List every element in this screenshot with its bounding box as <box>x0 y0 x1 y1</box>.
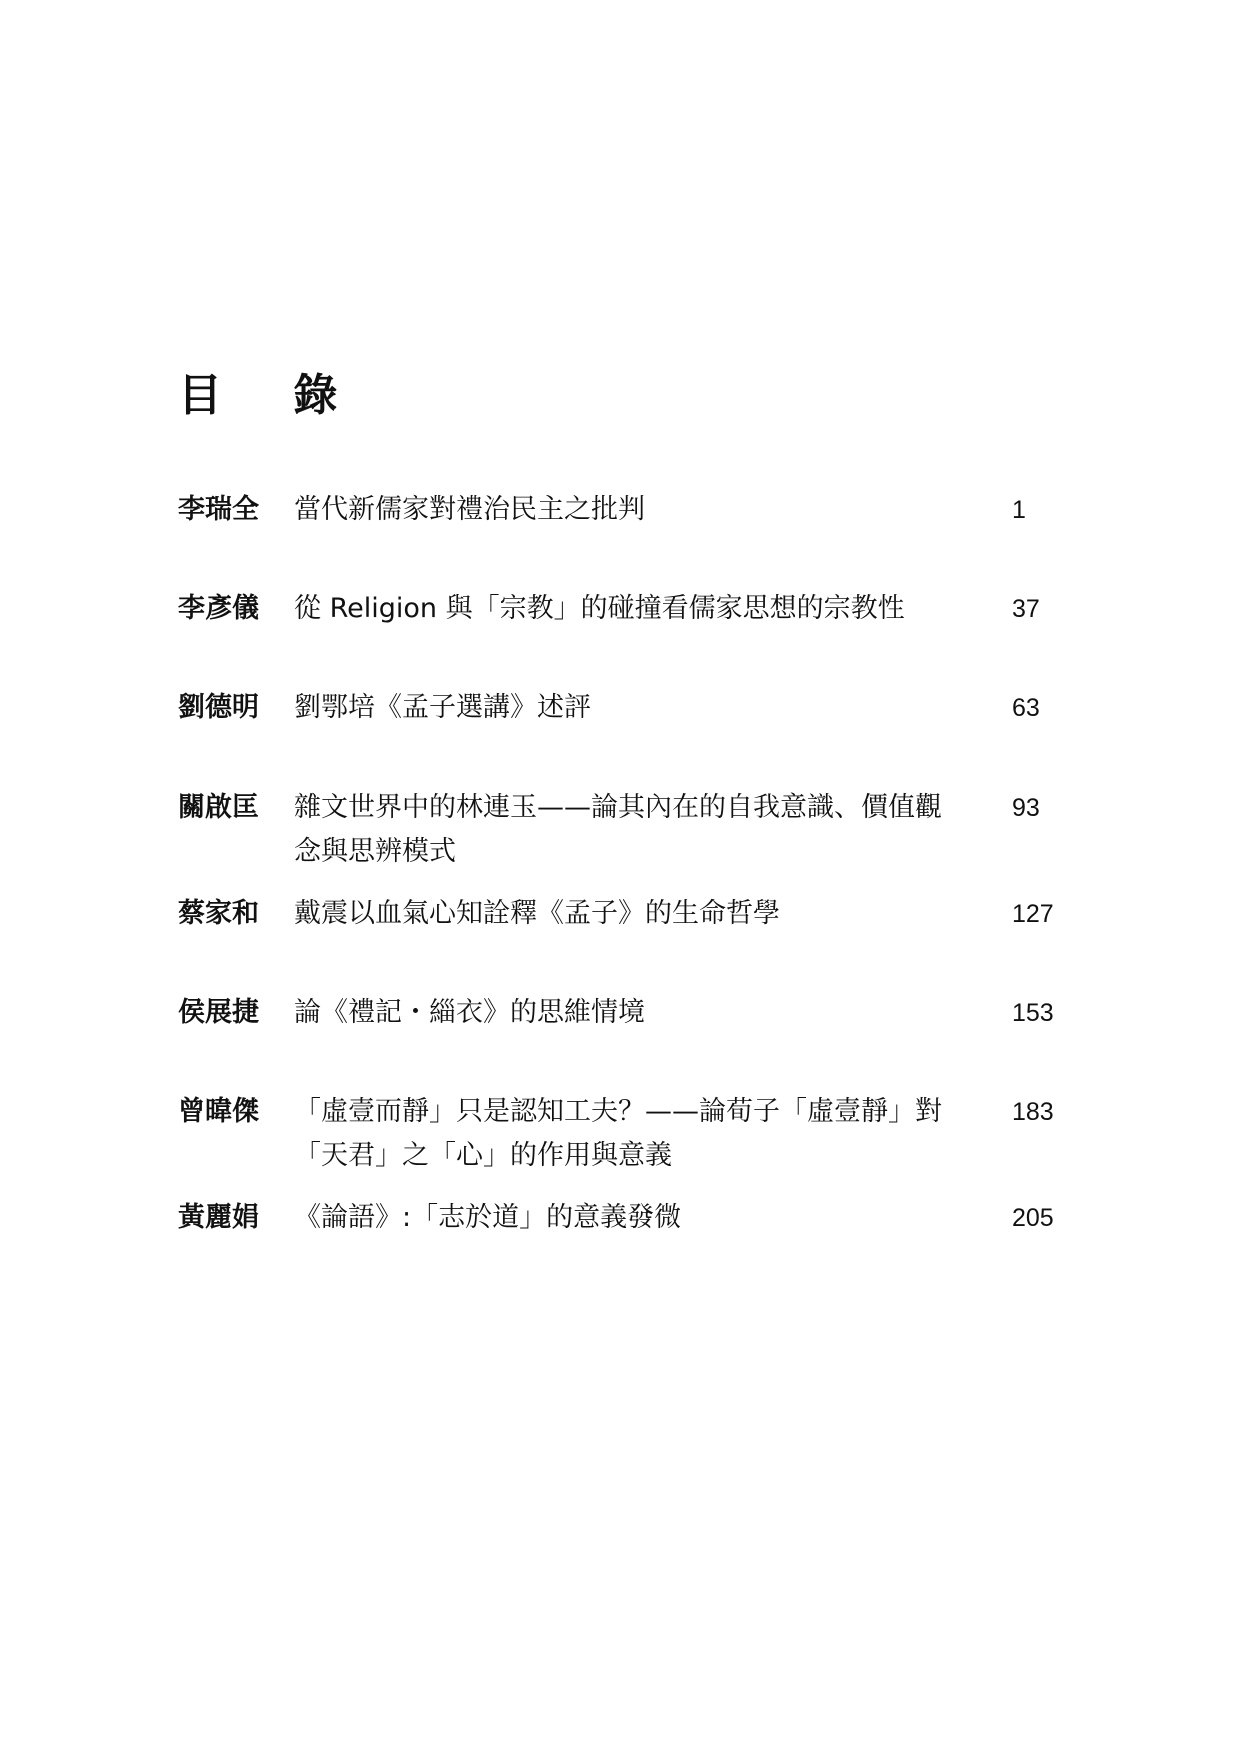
toc-entry <box>178 1090 1078 1190</box>
toc-title-line: 劉鄂培《孟子選講》述評 <box>294 692 591 723</box>
toc-entry <box>178 488 1078 588</box>
toc-page-number: 37 <box>1012 595 1040 623</box>
toc-author: 李彥儀 <box>178 593 259 624</box>
toc-author: 蔡家和 <box>178 898 259 929</box>
toc-entry <box>178 786 1078 886</box>
toc-title <box>294 892 994 936</box>
toc-entry <box>178 1196 1078 1296</box>
page-title: 目 錄 <box>178 370 366 421</box>
toc-page-number: 1 <box>1012 496 1026 524</box>
toc-title <box>294 786 994 874</box>
toc-page-number: 63 <box>1012 694 1040 722</box>
toc-title-line: 戴震以血氣心知詮釋《孟子》的生命哲學 <box>294 898 780 929</box>
toc-title-line: 「天君」之「心」的作用與意義 <box>294 1140 672 1171</box>
toc-entry <box>178 892 1078 992</box>
toc-title-line: 《論語》:「志於道」的意義發微 <box>294 1202 682 1233</box>
toc-author: 關啟匡 <box>178 792 259 823</box>
toc-title <box>294 686 994 730</box>
toc-title <box>294 488 994 532</box>
toc-entry <box>178 686 1078 786</box>
toc-title <box>294 587 994 631</box>
toc-author: 曾暐傑 <box>178 1096 259 1127</box>
toc-title-line: 念與思辨模式 <box>294 836 456 867</box>
toc-title-line: 論《禮記・緇衣》的思維情境 <box>294 997 645 1028</box>
toc-page-number: 127 <box>1012 900 1054 928</box>
toc-author: 李瑞全 <box>178 494 259 525</box>
toc-entry <box>178 991 1078 1091</box>
toc-title-line: 雜文世界中的林連玉——論其內在的自我意識、價值觀 <box>294 792 942 823</box>
toc-title-line: 從 Religion 與「宗教」的碰撞看儒家思想的宗教性 <box>294 593 905 624</box>
toc-page-number: 205 <box>1012 1204 1054 1232</box>
toc-author: 劉德明 <box>178 692 259 723</box>
toc-page-number: 183 <box>1012 1098 1054 1126</box>
toc-title <box>294 1090 994 1178</box>
toc-author: 侯展捷 <box>178 997 259 1028</box>
toc-author: 黃麗娟 <box>178 1202 259 1233</box>
toc-page-number: 153 <box>1012 999 1054 1027</box>
toc-title <box>294 1196 994 1240</box>
toc-title <box>294 991 994 1035</box>
toc-page-number: 93 <box>1012 794 1040 822</box>
toc-title-line: 「虛壹而靜」只是認知工夫？——論荀子「虛壹靜」對 <box>294 1096 942 1127</box>
toc-title-line: 當代新儒家對禮治民主之批判 <box>294 494 645 525</box>
toc-entry <box>178 587 1078 687</box>
